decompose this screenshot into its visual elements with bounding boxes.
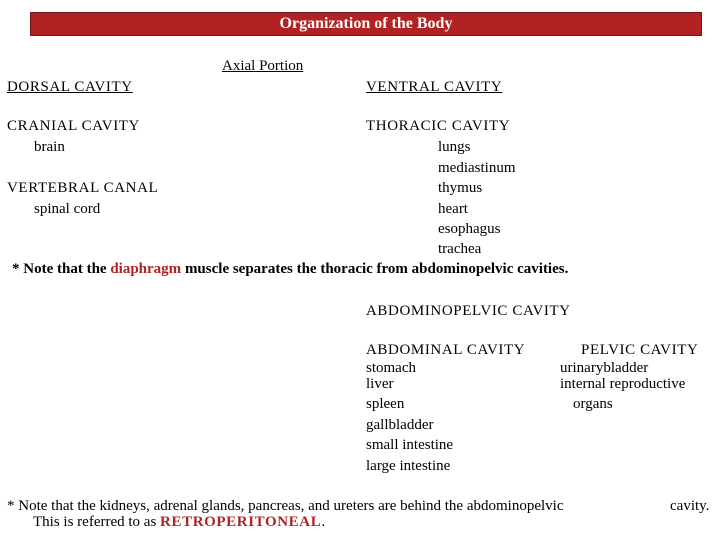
abdominal-organ: large intestine xyxy=(366,458,451,474)
title-banner: Organization of the Body xyxy=(30,12,702,36)
diaphragm-note-text: * Note that the xyxy=(12,261,111,277)
retroperitoneal-term: RETROPERITONEAL xyxy=(160,514,322,530)
retroperitoneal-note-line2 xyxy=(33,514,325,531)
abdominal-organ: spleen xyxy=(366,396,405,412)
abdominal-organ: gallbladder xyxy=(366,417,434,433)
diaphragm-term: diaphragm xyxy=(110,261,182,277)
abdominal-organ: liver xyxy=(366,376,394,392)
diaphragm-note xyxy=(12,261,568,278)
thoracic-organ: esophagus xyxy=(438,221,501,237)
retroperitoneal-note-line1-end: cavity. xyxy=(670,498,710,514)
abdominal-organ: stomach xyxy=(366,360,416,376)
cranial-cavity-label: CRANIAL CAVITY xyxy=(7,118,140,134)
abdominal-cavity-label: ABDOMINAL CAVITY xyxy=(366,342,526,358)
thoracic-organ: trachea xyxy=(438,241,482,257)
pelvic-organ: urinarybladder xyxy=(560,360,649,376)
axial-portion-heading: Axial Portion xyxy=(222,58,304,74)
thoracic-organ: thymus xyxy=(438,180,483,196)
ventral-cavity-heading: VENTRAL CAVITY xyxy=(366,79,503,95)
abdominal-organ: small intestine xyxy=(366,437,454,453)
pelvic-organ: organs xyxy=(573,396,613,412)
cranial-organ: brain xyxy=(34,139,65,155)
pelvic-organ: internal reproductive xyxy=(560,376,686,392)
thoracic-organ: lungs xyxy=(438,139,471,155)
thoracic-organ: mediastinum xyxy=(438,160,516,176)
thoracic-organ: heart xyxy=(438,201,468,217)
vertebral-canal-label: VERTEBRAL CANAL xyxy=(7,180,159,196)
abdominopelvic-cavity-heading: ABDOMINOPELVIC CAVITY xyxy=(366,303,571,319)
vertebral-organ: spinal cord xyxy=(34,201,101,217)
retroperitoneal-note-text: . xyxy=(321,514,326,530)
thoracic-cavity-label: THORACIC CAVITY xyxy=(366,118,511,134)
retroperitoneal-note-line1: * Note that the kidneys, adrenal glands, pancreas, and ureters are behind the abdominopelvic xyxy=(7,498,564,514)
retroperitoneal-note-text: This is referred to as xyxy=(33,514,161,530)
dorsal-cavity-heading: DORSAL CAVITY xyxy=(7,79,133,95)
pelvic-cavity-label: PELVIC CAVITY xyxy=(581,342,699,358)
diaphragm-note-text: muscle separates the thoracic from abdominopelvic cavities. xyxy=(181,261,569,277)
